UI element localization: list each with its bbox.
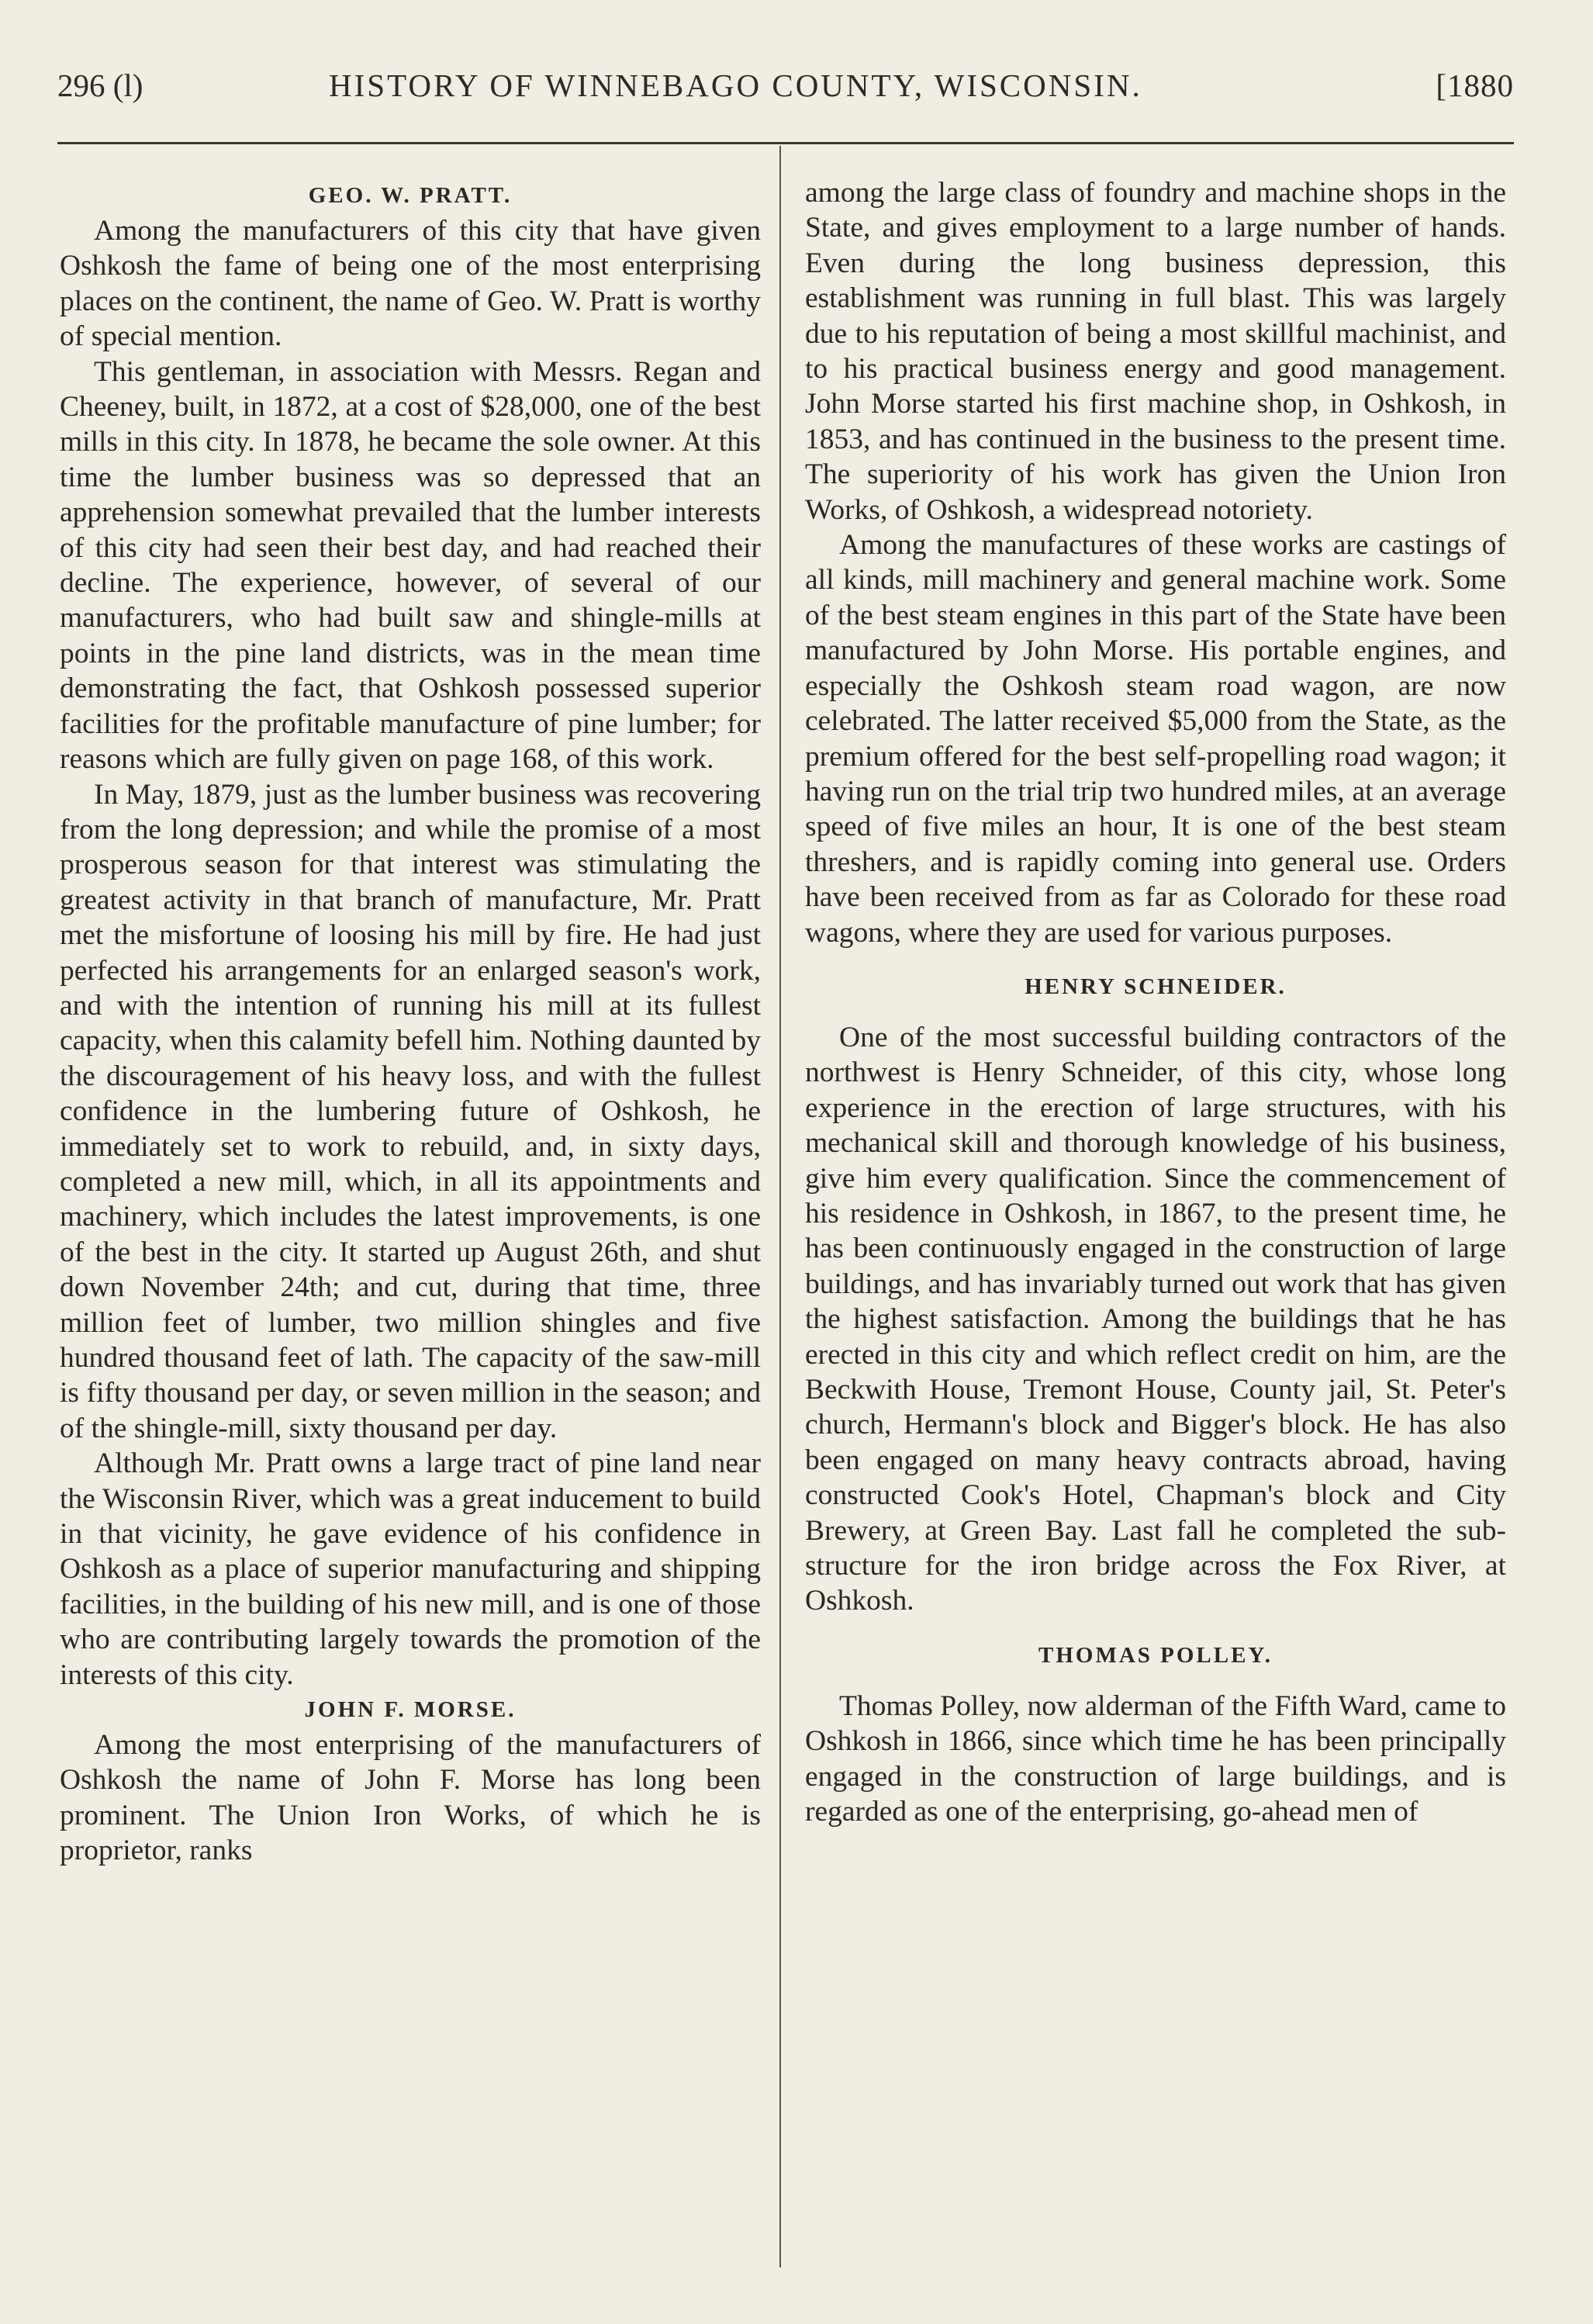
running-title: HISTORY OF WINNEBAGO COUNTY, WISCONSIN. — [329, 67, 1142, 103]
paragraph: Among the manufacturers of this city that have given Oshkosh the fame of being one of the most enterprising places on the continent, the name of Geo. W. Pratt is worthy of special mention. — [60, 215, 761, 353]
column-divider — [779, 146, 781, 2267]
running-year: [1880 — [1436, 67, 1514, 103]
left-column — [60, 178, 761, 1869]
paragraph: Thomas Polley, now alderman of the Fifth Ward, came to Oshkosh in 1866, since which time he has been principally engaged in the construction of large buildings, and is regarded as one of the enterprising, go-ahead men of — [805, 1689, 1506, 1828]
paragraph: Although Mr. Pratt owns a large tract of pine land near the Wisconsin River, which was a great inducement to build in that vicinity, he gave evidence of his confidence in Oshkosh as a place of superior manufacturing and shipping facilities, in the building of his new mill, and is one of those who are contributing largely towards the promotion of the interests of this city. — [60, 1447, 761, 1691]
running-header — [57, 67, 1514, 113]
right-column — [805, 175, 1506, 1829]
paragraph: This gentleman, in association with Messrs. Regan and Cheeney, built, in 1872, at a cost of $28,000, one of the best mills in this city. In 1878, he became the sole owner. At this time the lumber business was so depressed that an apprehension somewhat prevailed that the lumber interests of this city had seen their best day, and had reached their decline. The experience, however, of several of our manufacturers, who had built saw and shingle-mills at points in the pine land districts, was in the mean time demonstrating the fact, that Oshkosh possessed superior facilities for the profitable manufacture of pine lumber; for reasons which are fully given on page 168, of this work. — [60, 355, 761, 776]
section-heading-polley: THOMAS POLLEY. — [1038, 1642, 1273, 1668]
page-number: 296 (l) — [57, 67, 143, 103]
section-heading-morse: JOHN F. MORSE. — [304, 1697, 517, 1723]
paragraph: Among the most enterprising of the manufacturers of Oshkosh the name of John F. Morse has long been prominent. The Union Iron Works, of which he is proprietor, ranks — [60, 1729, 761, 1867]
paragraph: Among the manufactures of these works are castings of all kinds, mill machinery and general machine work. Some of the best steam engines in this part of the State have been manufactured by John Morse. His portable engines, and especially the Oshkosh steam road wagon, are now celebrated. The latter received $5,000 from the State, as the premium offered for the best self-propelling road wagon; it having run on the trial trip two hundred miles, at an average speed of five miles an hour, It is one of the best steam threshers, and is rapidly coming into general use. Orders have been received from as far as Colorado for these road wagons, where they are used for various purposes. — [805, 529, 1506, 949]
header-rule — [57, 142, 1514, 144]
section-heading-schneider: HENRY SCHNEIDER. — [1025, 974, 1287, 999]
section-heading-pratt: GEO. W. PRATT. — [308, 183, 513, 208]
paragraph: One of the most successful building contractors of the northwest is Henry Schneider, of this city, whose long experience in the erection of large structures, with his mechanical skill and thorough knowledge of his business, give him every qualification. Since the commencement of his residence in Oshkosh, in 1867, to the present time, he has been continuously engaged in the construction of large buildings, and has invariably turned out work that has given the highest satisfaction. Among the buildings that he has erected in this city and which reflect credit on him, are the Beckwith House, Tremont House, County jail, St. Peter's church, Hermann's block and Bigger's block. He has also been engaged on many heavy contracts abroad, having constructed Cook's Hotel, Chapman's block and City Brewery, at Green Bay. Last fall he completed the sub-structure for the iron bridge across the Fox River, at Oshkosh. — [805, 1021, 1506, 1617]
paragraph-continued: among the large class of foundry and machine shops in the State, and gives employment to a large number of hands. Even during the long business depression, this establishment was running in full blast. This was largely due to his reputation of being a most skillful machinist, and to his practical business energy and good management. John Morse started his first machine shop, in Oshkosh, in 1853, and has continued in the business to the present time. The superiority of his work has given the Union Iron Works, of Oshkosh, a widespread notoriety. — [805, 177, 1506, 526]
paragraph: In May, 1879, just as the lumber business was recovering from the long depression; and while the promise of a most prosperous season for that interest was stimulating the greatest activity in that branch of manufacture, Mr. Pratt met the misfortune of loosing his mill by fire. He had just perfected his arrangements for an enlarged season's work, and with the intention of running his mill at its fullest capacity, when this calamity befell him. Nothing daunted by the discouragement of his heavy loss, and with the fullest confidence in the lumbering future of Oshkosh, he immediately set to work to rebuild, and, in sixty days, completed a new mill, which, in all its appointments and machinery, which includes the latest improvements, is one of the best in the city. It started up August 26th, and shut down November 24th; and cut, during that time, three million feet of lumber, two million shingles and five hundred thousand feet of lath. The capacity of the saw-mill is fifty thousand per day, or seven million in the season; and of the shingle-mill, sixty thousand per day. — [60, 778, 761, 1444]
